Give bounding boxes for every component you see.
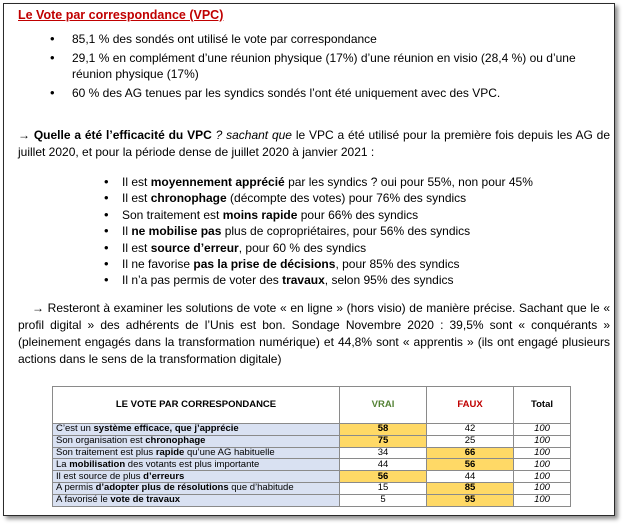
vpc-results-table [52,386,571,507]
intro-bullet: • 60 % des AG tenues par les syndics sondés l’ont été uniquement avec des VPC. [50,85,610,101]
finding-item: • Il est source d’erreur, pour 60 % des syndics [104,240,584,256]
row-label: Son traitement est plus rapide qu’une AG habituelle [53,447,340,459]
findings-list [104,174,584,289]
row-label: A favorisé le vote de travaux [53,494,340,506]
row-label: C’est un système efficace, que j’apprécie [53,424,340,436]
conclusion-paragraph: → Resteront à examiner les solutions de vote « en ligne » (hors visio) de manière précise. Sachant que le « profil digital » des adhérents de l’Unis est bon. Sondage Novembre 2020 : 39,5% sont « conquérants » (pleinement engagés dans la transformation numérique) et 44,8% sont « apprentis » (ils ont engagé plusieurs actions dans le sens de la transformation digitale) [18,301,610,366]
table-row [53,435,571,447]
question-rest: le VPC a été utilisé pour la première fois depuis les AG de juillet 2020, et pour la période dense de juillet 2020 à janvier 2021 : [18,128,610,159]
finding-item: • Il ne mobilise pas plus de copropriétaires, pour 56% des syndics [104,223,584,239]
intro-bullet: • 29,1 % en complément d’une réunion physique (17%) d’une réunion en visio (28,4 %) ou d’une réunion physique (17%) [50,50,610,82]
faux-value: 25 [427,435,514,447]
vrai-value: 58 [340,424,427,436]
header-label: LE VOTE PAR CORRESPONDANCE [53,387,340,424]
total-value: 100 [514,435,571,447]
header-faux: FAUX [427,387,514,424]
vrai-value: 5 [340,494,427,506]
faux-value: 85 [427,482,514,494]
arrow-icon: → [18,128,30,142]
question-bold: Quelle a été l’efficacité du VPC [33,128,212,142]
faux-value: 44 [427,471,514,483]
vrai-value: 75 [340,435,427,447]
total-value: 100 [514,494,571,506]
document-frame [3,3,615,516]
faux-value: 56 [427,459,514,471]
row-label: A permis d’adopter plus de résolutions que d’habitude [53,482,340,494]
table-row [53,459,571,471]
total-value: 100 [514,471,571,483]
table-row [53,424,571,436]
finding-item: • Il ne favorise pas la prise de décisions, pour 85% des syndics [104,256,584,272]
table-header-row [53,387,571,424]
faux-value: 66 [427,447,514,459]
finding-item: • Il est moyennement apprécié par les syndics ? oui pour 55%, non pour 45% [104,174,584,190]
vrai-value: 15 [340,482,427,494]
intro-bullet: • 85,1 % des sondés ont utilisé le vote par correspondance [50,31,610,47]
faux-value: 42 [427,424,514,436]
finding-item: • Son traitement est moins rapide pour 66% des syndics [104,207,584,223]
finding-item: • Il n’a pas permis de voter des travaux, selon 95% des syndics [104,272,584,288]
total-value: 100 [514,482,571,494]
row-label: Il est source de plus d’erreurs [53,471,340,483]
table-row [53,482,571,494]
finding-item: • Il est chronophage (décompte des votes) pour 76% des syndics [104,190,584,206]
total-value: 100 [514,459,571,471]
header-vrai: VRAI [340,387,427,424]
faux-value: 95 [427,494,514,506]
total-value: 100 [514,447,571,459]
vrai-value: 44 [340,459,427,471]
section-title: Le Vote par correspondance (VPC) [18,8,224,22]
table-row [53,447,571,459]
header-total: Total [514,387,571,424]
intro-bullet-list [50,31,610,104]
table-row [53,494,571,506]
row-label: La mobilisation des votants est plus importante [53,459,340,471]
row-label: Son organisation est chronophage [53,435,340,447]
vrai-value: 56 [340,471,427,483]
total-value: 100 [514,424,571,436]
question-italic: ? sachant que [211,128,292,142]
table-row [53,471,571,483]
question-paragraph [18,127,610,161]
vrai-value: 34 [340,447,427,459]
